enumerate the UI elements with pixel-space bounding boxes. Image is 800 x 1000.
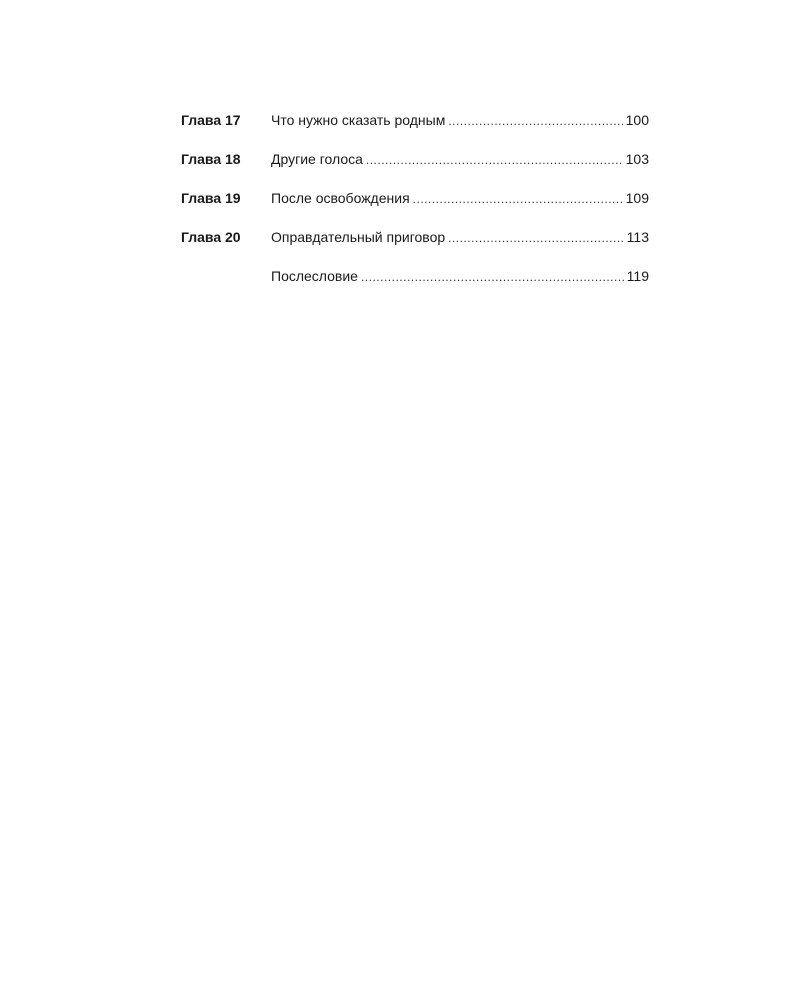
toc-entry-title: После освобождения — [271, 190, 410, 206]
toc-entry-chapter-18 — [181, 149, 649, 169]
toc-entry-title: Что нужно сказать родным — [271, 112, 446, 128]
toc-entry-afterword — [181, 266, 649, 286]
toc-chapter-label: Глава 20 — [181, 229, 241, 245]
toc-chapter-label: Глава 17 — [181, 112, 241, 128]
toc-page-number: 109 — [625, 190, 649, 206]
table-of-contents — [181, 110, 649, 305]
toc-page-number: 103 — [625, 151, 649, 167]
toc-page-number: 100 — [625, 112, 649, 128]
toc-entry-title: Послесловие — [271, 268, 358, 284]
toc-entry-chapter-17 — [181, 110, 649, 130]
toc-entry-chapter-20 — [181, 227, 649, 247]
toc-chapter-label: Глава 19 — [181, 190, 241, 206]
toc-chapter-label: Глава 18 — [181, 151, 241, 167]
toc-entry-title: Другие голоса — [271, 151, 363, 167]
toc-dot-leader — [366, 150, 623, 170]
toc-dot-leader — [448, 111, 622, 131]
toc-page-number: 113 — [626, 229, 649, 245]
toc-dot-leader — [413, 189, 623, 209]
toc-entry-title: Оправдательный приговор — [271, 229, 446, 245]
toc-dot-leader — [361, 267, 624, 287]
toc-entry-chapter-19 — [181, 188, 649, 208]
toc-dot-leader — [448, 228, 624, 248]
toc-page-number: 119 — [626, 268, 649, 284]
